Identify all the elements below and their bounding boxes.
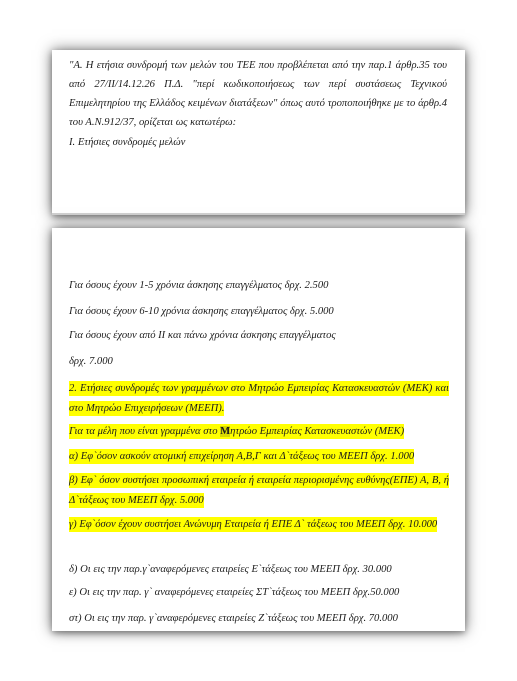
fee-line-11-plus-years: Για όσους έχουν από ΙΙ και πάνω χρόνια άσκησης επαγγέλματος xyxy=(69,330,336,341)
section2-title-block xyxy=(69,379,449,419)
mek-intro[interactable] xyxy=(69,424,404,439)
fee-line-6-10-years: Για όσους έχουν 6-10 χρόνια άσκησης επαγγέλματος δρχ. 5.000 xyxy=(69,306,334,317)
intro-paragraph: "Α. Η ετήσια συνδρομή των μελών του ΤΕΕ που προβλέπεται από την παρ.1 άρθρ.35 του από 27/ΙΙ/14.12.26 Π.Δ. "περί κωδικοποιήσεως των περί συστάσεως Τεχνικού Επιμελητηρίου της Ελλάδος κειμένων διατάξεων" όπως αυτό τροποποιήθηκε με το άρθρ.4 του Α.Ν.912/37, ορίζεται ως κατωτέρω: xyxy=(69,60,447,128)
text-cursor-selection: Μ xyxy=(220,426,231,437)
item-e: ε) Οι εις την παρ. γ` αναφερόμενες εταιρείες ΣΤ`τάξεως του ΜΕΕΠ δρχ.50.000 xyxy=(69,587,400,598)
document-page-top xyxy=(52,50,465,215)
section2-title: 2. Ετήσιες συνδρομές των γραμμένων στο Μητρώο Εμπειρίας Κατασκευαστών (ΜΕΚ) και στο Μητρώο Επιχειρήσεων (ΜΕΕΠ). xyxy=(69,383,449,414)
fee-line-11-plus-amount: δρχ. 7.000 xyxy=(69,356,113,367)
document-page-bottom xyxy=(52,228,465,631)
item-c-block xyxy=(69,515,449,535)
item-d: δ) Οι εις την παρ.γ`αναφερόμενες εταιρείες Ε`τάξεως του ΜΕΕΠ δρχ. 30.000 xyxy=(69,564,392,575)
fee-line-1-5-years: Για όσους έχουν 1-5 χρόνια άσκησης επαγγέλματος δρχ. 2.500 xyxy=(69,280,329,291)
item-a-block xyxy=(69,447,449,467)
mek-intro-after: ητρώο Εμπειρίας Κατασκευαστών (ΜΕΚ) xyxy=(230,426,405,437)
item-b: β) Εφ` όσον συστήσει προσωπική εταιρεία ή εταιρεία περιορισμένης ευθύνης(ΕΠΕ) Α, Β, ή Δ`τάξεως του ΜΕΕΠ δρχ. 5.000 xyxy=(69,475,449,506)
item-st: στ) Οι εις την παρ. γ`αναφερόμενες εταιρείες Ζ`τάξεως του ΜΕΕΠ δρχ. 70.000 xyxy=(69,613,398,624)
item-a: α) Εφ`όσον ασκούν ατομική επιχείρηση Α,Β,Γ και Δ`τάξεως του ΜΕΕΠ δρχ. 1.000 xyxy=(69,451,415,462)
mek-intro-before: Για τα μέλη που είναι γραμμένα στο xyxy=(69,426,221,437)
subheading-annual-fees: Ι. Ετήσιες συνδρομές μελών xyxy=(69,137,186,148)
item-c: γ) Εφ`όσον έχουν συστήσει Ανώνυμη Εταιρεία ή ΕΠΕ Δ` τάξεως του ΜΕΕΠ δρχ. 10.000 xyxy=(69,519,438,530)
item-b-block xyxy=(69,471,449,511)
mek-intro-block xyxy=(69,422,449,442)
